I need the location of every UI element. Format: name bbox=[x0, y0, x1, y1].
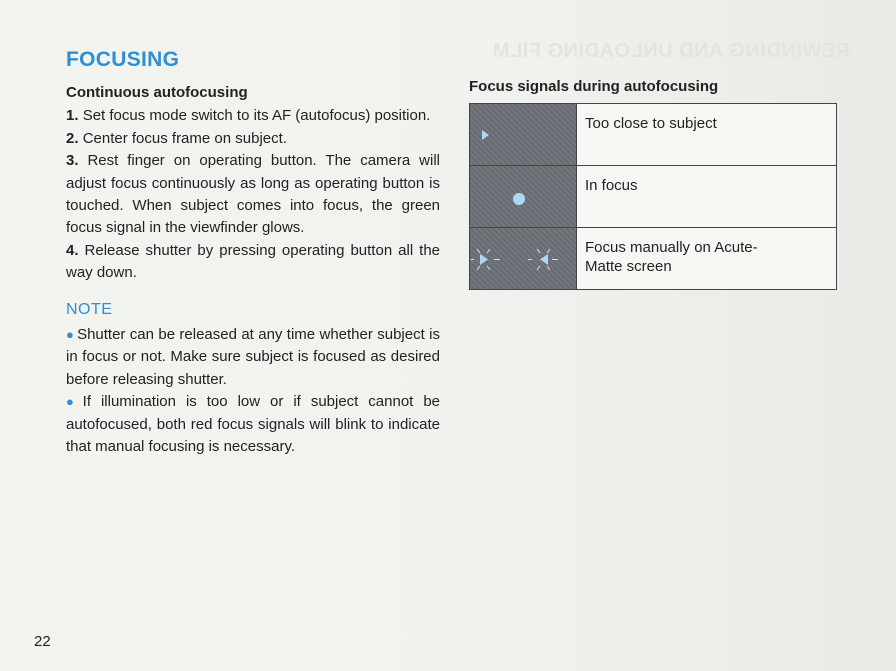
signal-illustration bbox=[470, 228, 576, 289]
step-number: 2. bbox=[66, 129, 79, 147]
blinking-triangles-signal-icon bbox=[470, 228, 576, 289]
signal-row-in-focus bbox=[470, 165, 836, 227]
step-text: Rest finger on operating button. The camera will adjust focus continuously as long as operating button is touched. When subject comes into focus, the green focus signal in the viewfinder glows. bbox=[66, 152, 440, 237]
instructions-column bbox=[66, 82, 440, 459]
signal-illustration bbox=[470, 166, 576, 227]
bullet-icon: ● bbox=[66, 327, 75, 343]
step-text: Release shutter by pressing operating button all the way down. bbox=[66, 241, 440, 282]
step-3 bbox=[66, 150, 440, 240]
description-line: Matte screen bbox=[585, 258, 672, 275]
note-text: Shutter can be released at any time whether subject is in focus or not. Make sure subject is focused as desired before releasing shutter. bbox=[66, 326, 440, 388]
mirrored-background-text: REWINDING AND UNLOADING FILM bbox=[492, 40, 850, 62]
signal-row-too-close bbox=[470, 104, 836, 165]
step-2 bbox=[66, 128, 440, 150]
note-text: If illumination is too low or if subject cannot be autofocused, both red focus signals will blink to indicate that manual focusing is necessary. bbox=[66, 393, 440, 456]
right-triangle-signal-icon bbox=[470, 104, 576, 165]
description-line: Too close to subject bbox=[585, 115, 717, 132]
signals-heading: Focus signals during autofocusing bbox=[469, 78, 719, 95]
signal-illustration bbox=[470, 104, 576, 165]
note-item-1 bbox=[66, 324, 440, 391]
step-1 bbox=[66, 105, 440, 127]
step-text: Center focus frame on subject. bbox=[82, 129, 287, 147]
signal-description bbox=[576, 228, 836, 289]
focus-signals-section bbox=[469, 78, 837, 290]
signal-row-manual bbox=[470, 227, 836, 289]
page-title: FOCUSING bbox=[66, 48, 180, 71]
step-number: 4. bbox=[66, 241, 79, 259]
page-number: 22 bbox=[34, 633, 51, 650]
step-text: Set focus mode switch to its AF (autofocus) position. bbox=[82, 107, 431, 125]
note-heading: NOTE bbox=[66, 300, 113, 318]
section-subheading: Continuous autofocusing bbox=[66, 84, 248, 101]
step-number: 3. bbox=[66, 152, 79, 170]
description-line: In focus bbox=[585, 177, 638, 194]
signal-description bbox=[576, 104, 836, 165]
signal-description bbox=[576, 166, 836, 227]
focus-signals-table bbox=[469, 103, 837, 290]
note-item-2 bbox=[66, 391, 440, 458]
description-line: Focus manually on Acute- bbox=[585, 239, 758, 256]
green-dot-signal-icon bbox=[470, 166, 576, 227]
step-4 bbox=[66, 240, 440, 285]
step-number: 1. bbox=[66, 107, 79, 125]
bullet-icon: ● bbox=[66, 394, 80, 410]
